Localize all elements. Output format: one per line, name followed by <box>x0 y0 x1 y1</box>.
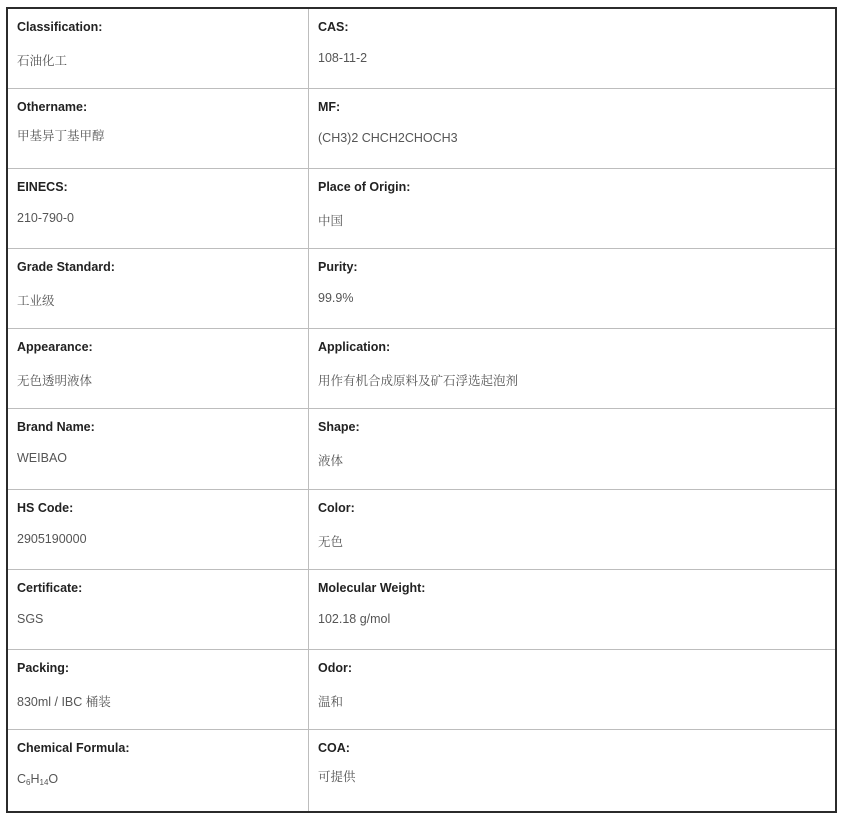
formula-element-o: O <box>48 771 59 786</box>
spec-cell-brand-name <box>7 409 309 489</box>
spec-label: HS Code: <box>17 500 74 515</box>
spec-cell-color <box>309 489 837 569</box>
table-row <box>7 8 836 89</box>
spec-cell-coa <box>309 729 837 812</box>
spec-label: EINECS: <box>17 180 68 195</box>
spec-value: 102.18 g/mol <box>318 611 391 626</box>
spec-cell-odor <box>309 649 837 729</box>
spec-value: 工业级 <box>17 294 55 309</box>
spec-label: Classification: <box>17 20 103 34</box>
spec-cell-mf <box>309 89 837 169</box>
spec-value: 可提供 <box>318 769 356 784</box>
spec-label: MF: <box>318 100 341 115</box>
spec-value: 用作有机合成原料及矿石浮选起泡剂 <box>318 374 519 389</box>
spec-label: Othername: <box>17 100 88 115</box>
table-row <box>7 569 836 649</box>
spec-cell-chemical-formula <box>7 729 309 812</box>
spec-cell-grade-standard <box>7 249 309 329</box>
spec-cell-place-of-origin <box>309 169 837 249</box>
spec-value: 液体 <box>318 454 344 469</box>
spec-cell-othername <box>7 89 309 169</box>
product-spec-table <box>6 7 837 813</box>
spec-label: Packing: <box>17 660 70 675</box>
spec-label: Place of Origin: <box>318 180 411 195</box>
table-row <box>7 649 836 729</box>
spec-cell-appearance <box>7 329 309 409</box>
spec-label: Shape: <box>318 420 360 435</box>
table-row <box>7 329 836 409</box>
spec-value: 温和 <box>318 694 344 709</box>
spec-value: 甲基异丁基甲醇 <box>17 129 105 144</box>
spec-value: (CH3)2 CHCH2CHOCH3 <box>318 131 458 146</box>
spec-value: SGS <box>17 611 44 626</box>
table-row <box>7 409 836 489</box>
spec-cell-purity <box>309 249 837 329</box>
table-row <box>7 89 836 169</box>
spec-value: 无色 <box>318 534 344 549</box>
spec-label: Appearance: <box>17 340 93 355</box>
spec-label: Color: <box>318 500 355 515</box>
spec-value: 无色透明液体 <box>17 374 93 389</box>
spec-cell-classification <box>7 8 309 89</box>
table-row <box>7 249 836 329</box>
spec-value: WEIBAO <box>17 451 68 466</box>
spec-cell-einecs <box>7 169 309 249</box>
spec-label: COA: <box>318 740 350 755</box>
spec-cell-packing <box>7 649 309 729</box>
formula-element-c: C <box>17 771 27 786</box>
formula-subscript-h: 14 <box>39 777 49 787</box>
spec-label: Chemical Formula: <box>17 740 130 755</box>
formula-element-h: H <box>30 771 40 786</box>
spec-cell-molecular-weight <box>309 569 837 649</box>
table-row <box>7 729 836 812</box>
spec-value: 210-790-0 <box>17 211 74 226</box>
spec-value: 830ml / IBC 桶装 <box>17 694 111 709</box>
spec-value: 99.9% <box>318 291 354 306</box>
table-row <box>7 489 836 569</box>
spec-value: 中国 <box>318 214 344 229</box>
spec-cell-hs-code <box>7 489 309 569</box>
spec-cell-shape <box>309 409 837 489</box>
spec-label: Purity: <box>318 260 358 275</box>
spec-cell-certificate <box>7 569 309 649</box>
spec-label: Molecular Weight: <box>318 580 426 595</box>
table-row <box>7 169 836 249</box>
spec-label: Application: <box>318 340 391 355</box>
spec-cell-cas <box>309 8 837 89</box>
formula-subscript-c: 6 <box>26 777 31 787</box>
spec-label: Certificate: <box>17 580 83 595</box>
spec-value: 108-11-2 <box>318 51 368 65</box>
chemical-formula-value <box>17 772 58 786</box>
spec-label: Odor: <box>318 660 353 675</box>
spec-label: Brand Name: <box>17 420 95 435</box>
spec-value: 2905190000 <box>17 531 87 546</box>
spec-label: CAS: <box>318 20 349 34</box>
spec-cell-application <box>309 329 837 409</box>
spec-value: 石油化工 <box>17 54 68 68</box>
spec-label: Grade Standard: <box>17 260 115 275</box>
